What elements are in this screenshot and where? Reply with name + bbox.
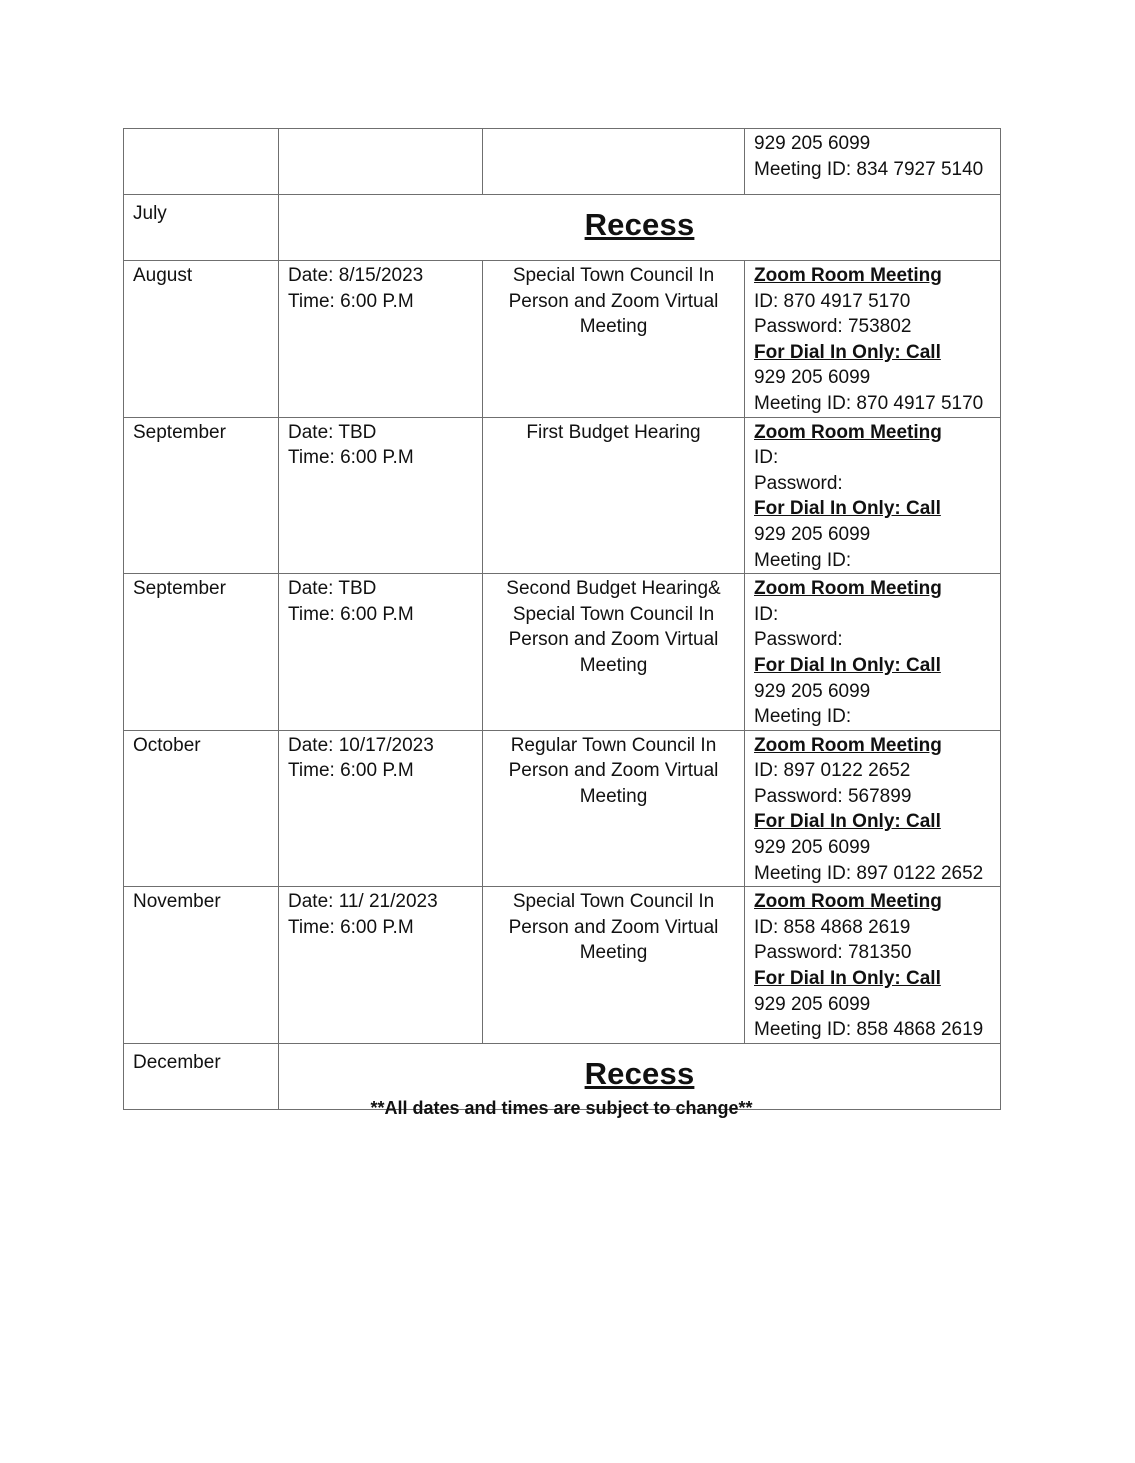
month-label: October bbox=[133, 734, 201, 756]
meeting-type-line: First Budget Hearing bbox=[526, 421, 701, 443]
dial-phone: 929 205 6099 bbox=[754, 680, 871, 702]
dial-phone: 929 205 6099 bbox=[754, 367, 871, 389]
month-cell bbox=[124, 417, 279, 574]
dial-in-heading: For Dial In Only: Call bbox=[754, 968, 941, 990]
dial-in-heading: For Dial In Only: Call bbox=[754, 341, 941, 363]
table-row bbox=[124, 417, 1001, 574]
month-label: November bbox=[133, 891, 221, 913]
meeting-type-line: Special Town Council In bbox=[512, 891, 715, 913]
month-cell bbox=[124, 887, 279, 1044]
zoom-id: ID: bbox=[754, 447, 779, 469]
zoom-id: ID: bbox=[754, 603, 779, 625]
date-time-cell bbox=[279, 730, 483, 887]
dial-meeting-id: Meeting ID: 897 0122 2652 bbox=[754, 862, 984, 884]
zoom-details-cell bbox=[745, 129, 1001, 195]
dial-meeting-id: Meeting ID: 858 4868 2619 bbox=[754, 1019, 984, 1041]
table-row-recess bbox=[124, 195, 1001, 261]
zoom-id: ID: 897 0122 2652 bbox=[754, 760, 911, 782]
dial-phone: 929 205 6099 bbox=[754, 133, 871, 154]
zoom-details-cell bbox=[745, 261, 1001, 418]
meeting-type-cell bbox=[483, 887, 745, 1044]
zoom-password: Password: bbox=[754, 629, 843, 651]
dial-phone: 929 205 6099 bbox=[754, 837, 871, 859]
dial-in-heading: For Dial In Only: Call bbox=[754, 654, 941, 676]
meeting-type-line: Person and Zoom Virtual bbox=[508, 916, 719, 938]
dial-meeting-id: Meeting ID: 834 7927 5140 bbox=[754, 158, 984, 180]
zoom-password: Password: 567899 bbox=[754, 785, 912, 807]
month-label: July bbox=[133, 203, 167, 224]
date-time-cell bbox=[279, 574, 483, 731]
meeting-type-cell bbox=[483, 129, 745, 195]
meeting-type-line: Regular Town Council In bbox=[510, 734, 717, 756]
zoom-details-cell bbox=[745, 417, 1001, 574]
zoom-details-cell bbox=[745, 730, 1001, 887]
month-cell bbox=[124, 129, 279, 195]
date-time-cell bbox=[279, 417, 483, 574]
zoom-password: Password: 781350 bbox=[754, 942, 912, 964]
meeting-type-line: Meeting bbox=[579, 654, 648, 676]
month-cell bbox=[124, 195, 279, 261]
zoom-heading: Zoom Room Meeting bbox=[754, 734, 942, 756]
zoom-id: ID: 858 4868 2619 bbox=[754, 916, 911, 938]
zoom-id: ID: 870 4917 5170 bbox=[754, 290, 911, 312]
month-label: December bbox=[133, 1051, 221, 1073]
meeting-type-cell bbox=[483, 417, 745, 574]
month-label: September bbox=[133, 578, 226, 600]
meeting-type-cell bbox=[483, 574, 745, 731]
meeting-date: Date: 8/15/2023 bbox=[288, 265, 424, 286]
meeting-date: Date: 10/17/2023 bbox=[288, 734, 434, 756]
meeting-date: Date: TBD bbox=[288, 421, 377, 443]
meeting-type-line: Meeting bbox=[579, 316, 648, 338]
schedule-body bbox=[124, 129, 1001, 1110]
dial-in-heading: For Dial In Only: Call bbox=[754, 811, 941, 833]
month-label: August bbox=[133, 265, 193, 286]
meeting-type-line: Meeting bbox=[579, 785, 648, 807]
dial-meeting-id: Meeting ID: 870 4917 5170 bbox=[754, 392, 984, 414]
dial-in-heading: For Dial In Only: Call bbox=[754, 498, 941, 520]
meeting-time: Time: 6:00 P.M bbox=[288, 603, 414, 625]
meeting-type-cell bbox=[483, 261, 745, 418]
dial-phone: 929 205 6099 bbox=[754, 523, 871, 545]
meeting-date: Date: 11/ 21/2023 bbox=[288, 891, 438, 913]
date-time-cell bbox=[279, 129, 483, 195]
date-time-cell bbox=[279, 887, 483, 1044]
dial-phone: 929 205 6099 bbox=[754, 993, 871, 1015]
dial-meeting-id: Meeting ID: bbox=[754, 549, 852, 571]
zoom-heading: Zoom Room Meeting bbox=[754, 265, 942, 286]
zoom-heading: Zoom Room Meeting bbox=[754, 421, 942, 443]
meeting-type-line: Special Town Council In bbox=[512, 603, 715, 625]
month-label: September bbox=[133, 421, 226, 443]
table-row bbox=[124, 730, 1001, 887]
zoom-heading: Zoom Room Meeting bbox=[754, 578, 942, 600]
meeting-type-line: Person and Zoom Virtual bbox=[508, 290, 719, 312]
month-cell bbox=[124, 261, 279, 418]
dial-meeting-id: Meeting ID: bbox=[754, 706, 852, 728]
table-row bbox=[124, 887, 1001, 1044]
footer-note: **All dates and times are subject to change** bbox=[370, 1098, 753, 1118]
zoom-password: Password: 753802 bbox=[754, 316, 912, 338]
zoom-details-cell bbox=[745, 574, 1001, 731]
recess-label: Recess bbox=[584, 1056, 695, 1092]
date-time-cell bbox=[279, 261, 483, 418]
meeting-type-cell bbox=[483, 730, 745, 887]
month-cell bbox=[124, 574, 279, 731]
recess-cell bbox=[279, 195, 1001, 261]
meeting-type-line: Special Town Council In bbox=[512, 265, 715, 286]
meeting-type-line: Person and Zoom Virtual bbox=[508, 629, 719, 651]
meeting-type-line: Second Budget Hearing& bbox=[506, 578, 721, 600]
zoom-details-cell bbox=[745, 887, 1001, 1044]
zoom-heading: Zoom Room Meeting bbox=[754, 891, 942, 913]
table-row bbox=[124, 574, 1001, 731]
meeting-time: Time: 6:00 P.M bbox=[288, 290, 414, 312]
meeting-date: Date: TBD bbox=[288, 578, 377, 600]
meeting-type-line: Meeting bbox=[579, 942, 648, 964]
meeting-time: Time: 6:00 P.M bbox=[288, 916, 414, 938]
recess-label: Recess bbox=[584, 207, 695, 243]
meeting-schedule-table bbox=[123, 128, 1001, 1110]
zoom-password: Password: bbox=[754, 472, 843, 494]
meeting-type-line: Person and Zoom Virtual bbox=[508, 760, 719, 782]
meeting-time: Time: 6:00 P.M bbox=[288, 760, 414, 782]
meeting-time: Time: 6:00 P.M bbox=[288, 447, 414, 469]
table-row bbox=[124, 261, 1001, 418]
month-cell bbox=[124, 730, 279, 887]
table-row-continued bbox=[124, 129, 1001, 195]
